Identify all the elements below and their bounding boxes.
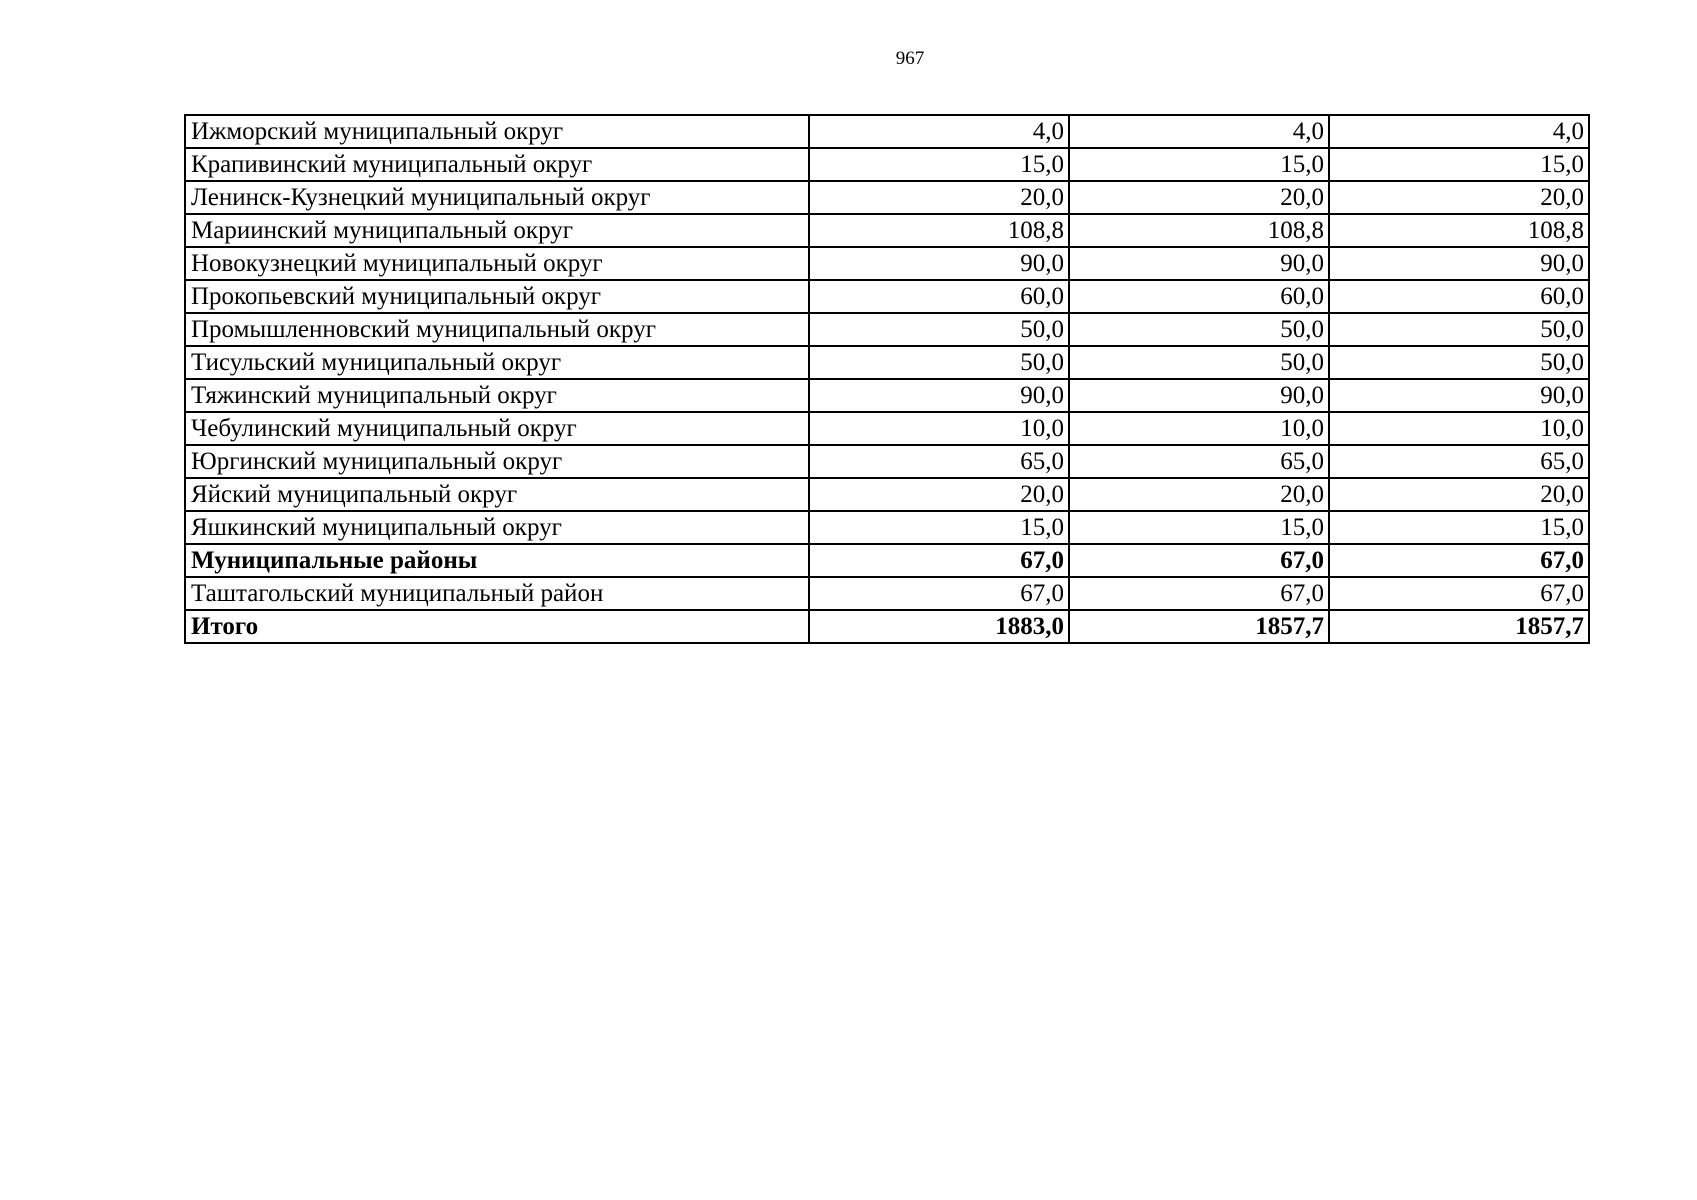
row-value-3-cell: 50,0: [1329, 313, 1589, 346]
table-row: [185, 511, 1589, 544]
table-row: [185, 148, 1589, 181]
row-value-2-cell: 50,0: [1069, 313, 1329, 346]
row-value-1-cell: 67,0: [809, 544, 1069, 577]
row-value-2-cell: 4,0: [1069, 115, 1329, 148]
row-value-3-cell: 20,0: [1329, 478, 1589, 511]
row-value-3-cell: 15,0: [1329, 148, 1589, 181]
table-row: [185, 181, 1589, 214]
row-value-3-cell: 65,0: [1329, 445, 1589, 478]
row-value-3-cell: 10,0: [1329, 412, 1589, 445]
row-value-3-cell: 108,8: [1329, 214, 1589, 247]
row-name-cell: Тяжинский муниципальный округ: [185, 379, 809, 412]
table-row: [185, 280, 1589, 313]
row-value-2-cell: 60,0: [1069, 280, 1329, 313]
row-name-cell: Муниципальные районы: [185, 544, 809, 577]
row-value-1-cell: 15,0: [809, 148, 1069, 181]
row-name-cell: Ленинск-Кузнецкий муниципальный округ: [185, 181, 809, 214]
row-value-3-cell: 60,0: [1329, 280, 1589, 313]
row-value-2-cell: 65,0: [1069, 445, 1329, 478]
row-name-cell: Итого: [185, 610, 809, 643]
row-value-3-cell: 67,0: [1329, 544, 1589, 577]
table-row: [185, 478, 1589, 511]
row-name-cell: Юргинский муниципальный округ: [185, 445, 809, 478]
table-row: [185, 544, 1589, 577]
row-name-cell: Мариинский муниципальный округ: [185, 214, 809, 247]
table-row: [185, 247, 1589, 280]
row-value-1-cell: 90,0: [809, 247, 1069, 280]
table-row: [185, 115, 1589, 148]
table-row: [185, 445, 1589, 478]
table-row: [185, 313, 1589, 346]
row-value-2-cell: 20,0: [1069, 478, 1329, 511]
row-value-1-cell: 90,0: [809, 379, 1069, 412]
row-value-3-cell: 67,0: [1329, 577, 1589, 610]
row-value-1-cell: 10,0: [809, 412, 1069, 445]
row-value-2-cell: 67,0: [1069, 577, 1329, 610]
table-row: [185, 214, 1589, 247]
row-value-2-cell: 50,0: [1069, 346, 1329, 379]
row-name-cell: Новокузнецкий муниципальный округ: [185, 247, 809, 280]
row-value-1-cell: 50,0: [809, 313, 1069, 346]
row-value-1-cell: 65,0: [809, 445, 1069, 478]
row-value-3-cell: 15,0: [1329, 511, 1589, 544]
row-value-1-cell: 1883,0: [809, 610, 1069, 643]
row-value-2-cell: 90,0: [1069, 379, 1329, 412]
row-name-cell: Яйский муниципальный округ: [185, 478, 809, 511]
table-body: [185, 115, 1589, 643]
row-value-1-cell: 60,0: [809, 280, 1069, 313]
row-value-3-cell: 90,0: [1329, 379, 1589, 412]
row-value-3-cell: 20,0: [1329, 181, 1589, 214]
table-row: [185, 412, 1589, 445]
data-table: [184, 114, 1590, 644]
row-name-cell: Яшкинский муниципальный округ: [185, 511, 809, 544]
table-row: [185, 610, 1589, 643]
row-name-cell: Прокопьевский муниципальный округ: [185, 280, 809, 313]
row-value-2-cell: 20,0: [1069, 181, 1329, 214]
row-value-1-cell: 108,8: [809, 214, 1069, 247]
row-value-2-cell: 15,0: [1069, 148, 1329, 181]
row-value-2-cell: 15,0: [1069, 511, 1329, 544]
row-value-3-cell: 4,0: [1329, 115, 1589, 148]
row-value-1-cell: 20,0: [809, 181, 1069, 214]
row-value-2-cell: 90,0: [1069, 247, 1329, 280]
row-value-1-cell: 15,0: [809, 511, 1069, 544]
row-value-3-cell: 90,0: [1329, 247, 1589, 280]
row-value-2-cell: 108,8: [1069, 214, 1329, 247]
row-value-2-cell: 10,0: [1069, 412, 1329, 445]
row-value-3-cell: 1857,7: [1329, 610, 1589, 643]
row-name-cell: Чебулинский муниципальный округ: [185, 412, 809, 445]
row-name-cell: Промышленновский муниципальный округ: [185, 313, 809, 346]
table-row: [185, 346, 1589, 379]
row-value-1-cell: 50,0: [809, 346, 1069, 379]
row-name-cell: Ижморский муниципальный округ: [185, 115, 809, 148]
row-value-1-cell: 67,0: [809, 577, 1069, 610]
row-name-cell: Таштагольский муниципальный район: [185, 577, 809, 610]
row-value-1-cell: 20,0: [809, 478, 1069, 511]
table-row: [185, 379, 1589, 412]
page-number: 967: [895, 48, 925, 69]
row-value-2-cell: 1857,7: [1069, 610, 1329, 643]
row-name-cell: Тисульский муниципальный округ: [185, 346, 809, 379]
row-name-cell: Крапивинский муниципальный округ: [185, 148, 809, 181]
table-row: [185, 577, 1589, 610]
row-value-2-cell: 67,0: [1069, 544, 1329, 577]
row-value-1-cell: 4,0: [809, 115, 1069, 148]
row-value-3-cell: 50,0: [1329, 346, 1589, 379]
